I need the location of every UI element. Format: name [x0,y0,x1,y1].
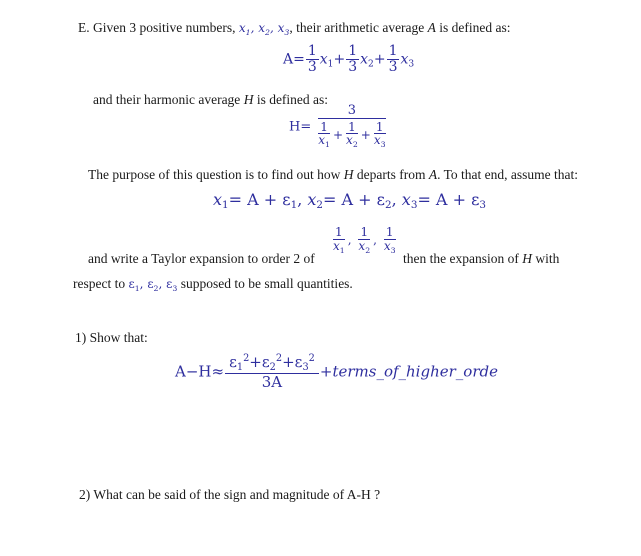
intro-tail2: is defined as: [439,20,511,35]
result-frac: $\frac{\varepsilon_1^2+\varepsilon_2^2+\varepsilon_3^2}{3A}$ [225,354,319,391]
q2-label: 2) What can be said of the sign and magnitude of A-H ? [79,487,381,502]
intro-sym-a: A [427,20,436,35]
taylor-recip-3: $\frac{1}{x_3}$ [383,225,396,255]
harm-big-frac: 3 $\frac{1}{x_1}$ + $\frac{1}{x_2}$ + $\frac{1}{x_3}$ [318,103,386,150]
arith-lhs: A= [283,51,305,68]
intro-lead: E. Given 3 positive numbers, [78,20,236,35]
frac-third-2: $\frac{1}{3}$ [348,43,358,75]
frac-third-1: $\frac{1}{3}$ [307,43,317,75]
harm-lhs: H= [289,119,312,135]
harm-recip-3: $\frac{1}{x_3}$ [373,119,386,150]
harm-formula [289,104,392,150]
harm-recip-1: $\frac{1}{x_1}$ [318,119,330,150]
harm-recip-2: $\frac{1}{x_2}$ [346,119,358,150]
harm-intro-h: H [243,92,254,107]
frac-third-3: $\frac{1}{3}$ [388,43,398,75]
taylor-line-text-2: then the expansion of H with [403,251,560,266]
taylor-recip-2: $\frac{1}{x_2}$ [358,225,371,255]
taylor-recip-1: $\frac{1}{x_1}$ [333,225,345,255]
harm-intro-tail: is defined as: [256,92,329,107]
result-tail: +terms_of_higher_orde [319,362,498,381]
harm-intro-text: and their harmonic average [93,92,241,107]
result-formula [175,354,498,391]
intro-tail: , their arithmetic average [289,20,425,35]
intro-line [78,20,511,37]
intro-vars: $x_1$, $x_2$, $x_3$ [238,21,290,37]
taylor-line-text-1: and write a Taylor expansion to order 2 of [88,251,315,266]
respect-eps: $\varepsilon_1$, $\varepsilon_2$, $\varepsilon_3$ [128,277,178,293]
respect-line: respect to $\varepsilon_1$, $\varepsilon_2$, $\varepsilon_3$ supposed to be small quantities. [73,276,353,293]
result-lhs: A−H≈ [175,362,225,381]
q1-label: 1) Show that: [75,330,148,345]
taylor-fracs: $\frac{1}{x_1}$ , $\frac{1}{x_2}$ , $\frac{1}{x_3}$ [333,225,396,255]
assumption-eq: $x_1= A + \varepsilon_1$, $x_2= A + \varepsilon_2$, $x_3= A + \varepsilon_3$ [213,190,486,211]
purpose-line: The purpose of this question is to find out how H departs from A. To that end, assume that: [88,167,578,182]
arith-formula: A= $\frac{1}{3}$ $x_1+$ $\frac{1}{3}$ $x_2+$ $\frac{1}{3}$ $x_3$ [283,43,415,75]
